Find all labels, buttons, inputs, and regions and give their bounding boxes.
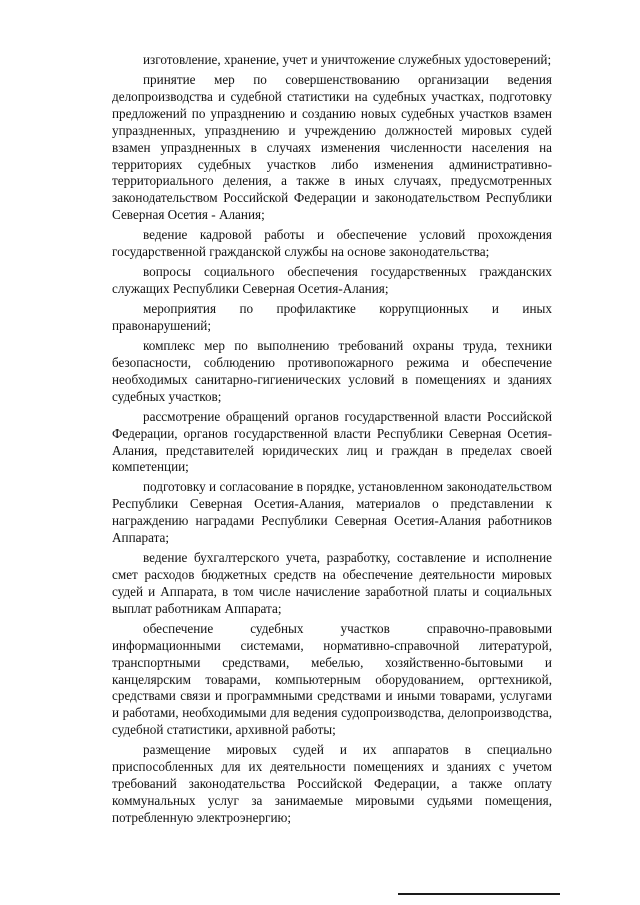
- paragraph-appeals: рассмотрение обращений органов государственной власти Российской Федерации, органов государственной власти Республики Северная Осетия-Алания, представителей юридических лиц и граждан в пределах своей компетенции;: [112, 408, 552, 475]
- footer-rule: [398, 893, 560, 895]
- paragraph-social-security: вопросы социального обеспечения государственных гражданских служащих Республики Северная Осетия-Алания;: [112, 264, 552, 297]
- paragraph-premises: размещение мировых судей и их аппаратов в специально приспособленных для их деятельности помещениях и зданиях с учетом требований законодательства Российской Федерации, а также оплату коммунальных услуг за занимаемые мировыми судьями помещения, потребленную электроэнергию;: [112, 742, 552, 825]
- paragraph-certificates: изготовление, хранение, учет и уничтожение служебных удостоверений;: [143, 52, 552, 67]
- document-page: [112, 52, 552, 830]
- paragraph-awards: подготовку и согласование в порядке, установленном законодательством Республики Северная Осетия-Алания, материалов о представлении к награждению наградами Республики Северная Осетия-Алания работников Аппарата;: [112, 479, 552, 546]
- paragraph-provisioning: обеспечение судебных участков справочно-правовыми информационными системами, нормативно-справочной литературой, транспортными средствами, мебелью, хозяйственно-бытовыми и канцелярским товарами, компьютерным оборудованием, оргтехникой, средствами связи и программными средствами и иными товарами, услугами и работами, необходимыми для ведения судопроизводства, делопроизводства, судебной статистики, архивной работы;: [112, 620, 552, 738]
- paragraph-accounting: ведение бухгалтерского учета, разработку, составление и исполнение смет расходов бюджетных средств на обеспечение деятельности мировых судей и Аппарата, в том числе начисление заработной платы и социальных выплат работникам Аппарата;: [112, 550, 552, 616]
- paragraph-anti-corruption: мероприятия по профилактике коррупционных и иных правонарушений;: [112, 301, 552, 333]
- paragraph-labor-safety: комплекс мер по выполнению требований охраны труда, техники безопасности, соблюдению противопожарного режима и обеспечение необходимых санитарно-гигиенических условий в помещениях и зданиях судебных участков;: [112, 337, 552, 404]
- paragraph-personnel-work: ведение кадровой работы и обеспечение условий прохождения государственной гражданской службы на основе законодательства;: [112, 227, 552, 260]
- paragraph-recordkeeping-measures: принятие мер по совершенствованию организации ведения делопроизводства и судебной статистики на судебных участках, подготовку предложений по упразднению и созданию новых судебных участков взамен упраздненных, упразднению и учреждению должностей мировых судей взамен упраздненных в случаях изменения численности населения на территориях судебных участков либо изменения административно-территориального деления, а также в иных случаях, предусмотренных законодательством Российской Федерации и законодательством Республики Северная Осетия - Алания;: [112, 72, 552, 223]
